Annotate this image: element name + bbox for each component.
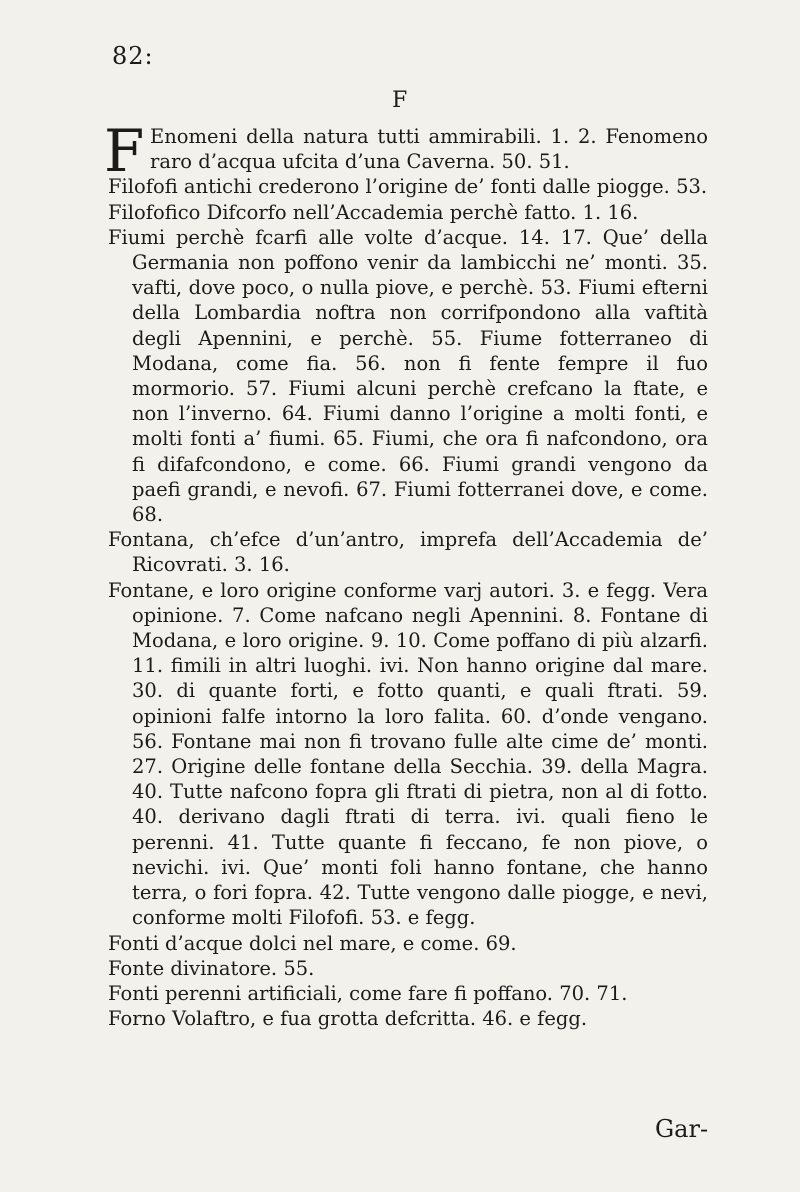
index-entry [104, 117, 708, 185]
index-entry: Fiumi perchè fcarfi alle volte d’acque. 14. 17. Que’ della Germania non poffono venir da lambicchi ne’ monti. 35. vafti, dove poco, o nulla piove, e perchè. 53. Fiumi efterni della Lombardia noftra non corrifpondono alla vaftità degli Apennini, e perchè. 55. Fiume fotterraneo di Modana, come fia. 56. non fi fente fempre il fuo mormorio. 57. Fiumi alcuni perchè crefcano la ftate, e non l’inverno. 64. Fiumi danno l’origine a molti fonti, e molti fonti a’ fiumi. 65. Fiumi, che ora fi nafcondono, ora fi difafcondono, e come. 66. Fiumi grandi vengono da paefi grandi, e nevofi. 67. Fiumi fotterranei dove, e come. 68. [108, 225, 708, 527]
page-number: 82: [112, 42, 154, 70]
catchword: Gar- [655, 1115, 709, 1143]
index-entry: Fonti perenni artificiali, come fare fi poffano. 70. 71. [108, 981, 628, 1005]
index-entry: Fonti d’acque dolci nel mare, e come. 69. [108, 931, 517, 955]
index-entry: Fontana, ch’efce d’un’antro, imprefa dell’Accademia de’ Ricovrati. 3. 16. [108, 528, 708, 577]
index-entries [104, 117, 708, 1031]
index-entry: Fontane, e loro origine conforme varj autori. 3. e fegg. Vera opinione. 7. Come nafcano negli Apennini. 8. Fontane di Modana, e loro origine. 9. 10. Come poffano di più alzarfi. 11. fimili in altri luoghi. ivi. Non hanno origine dal mare. 30. di quante forti, e fotto quanti, e quali ftrati. 59. opinioni falfe intorno la loro falita. 60. d’onde vengano. 56. Fontane mai non fi trovano fulle alte cime de’ monti. 27. Origine delle fontane della Secchia. 39. della Magra. 40. Tutte nafcono fopra gli ftrati di pietra, non al di fotto. 40. derivano dagli ftrati di terra. ivi. quali fieno le perenni. 41. Tutte quante fi feccano, fe non piove, o nevichi. ivi. Que’ monti foli hanno fontane, che hanno terra, o fori fopra. 42. Tutte vengono dalle piogge, e nevi, conforme molti Filofofi. 53. e fegg. [108, 578, 708, 930]
index-entry: Fonte divinatore. 55. [108, 956, 315, 980]
section-letter: F [392, 88, 408, 113]
drop-cap: F [104, 117, 145, 185]
index-entry: Forno Volaftro, e fua grotta defcritta. 46. e fegg. [108, 1007, 588, 1031]
index-entry: Filofofico Difcorfo nell’Accademia perchè fatto. 1. 16. [108, 200, 639, 224]
index-entry: Filofofi antichi crederono l’origine de’ fonti dalle piogge. 53. [108, 175, 708, 199]
index-entry-text: Enomeni della natura tutti ammirabili. 1. 2. Fenomeno raro d’acqua ufcita d’una Caverna. 50. 51. [150, 125, 708, 174]
